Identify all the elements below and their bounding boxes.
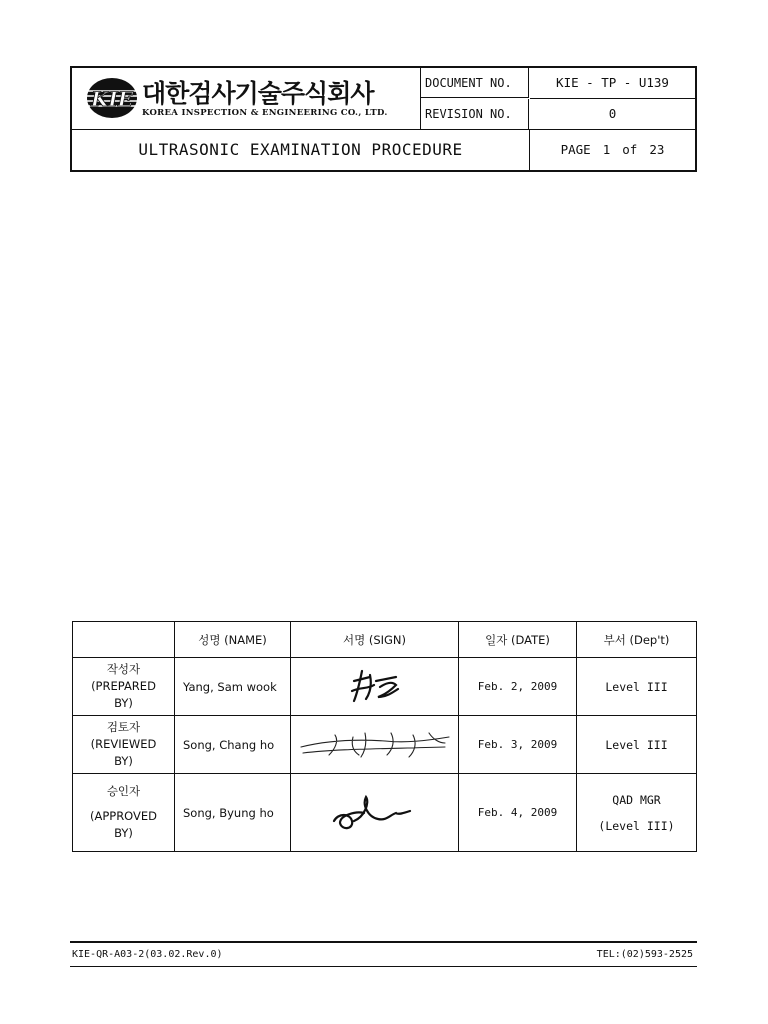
role-korean: 검토자 [106,720,141,734]
signature-cell [291,658,459,716]
date-cell: Feb. 2, 2009 [459,658,577,716]
page-label: PAGE [560,142,591,157]
column-header-name: 성명 (NAME) [175,622,291,658]
document-header [70,66,697,172]
approval-table [72,621,697,852]
page-of: of [622,142,638,157]
document-no-value: KIE - TP - U139 [530,68,695,99]
table-row-approved [73,774,697,852]
dept-cell: Level III [577,658,697,716]
signature-yang-image [340,667,410,707]
role-english: (REVIEWED BY) [90,737,157,768]
approval-header-row [73,622,697,658]
role-english: (APPROVED BY) [89,809,158,840]
name-cell: Song, Byung ho [175,774,291,852]
revision-no-label: REVISION NO. [421,99,529,129]
role-cell [73,716,175,774]
company-name-korean: 대한검사기술주식회사 [142,79,374,108]
signature-cell [291,716,459,774]
date-cell: Feb. 3, 2009 [459,716,577,774]
dept-cell: Level III [577,716,697,774]
name-cell: Song, Chang ho [175,716,291,774]
header-top-row [72,68,695,130]
role-cell [73,774,175,852]
dept-line-1: QAD MGR [612,792,661,807]
telephone: TEL:(02)593-2525 [596,949,693,960]
page-total: 23 [649,142,665,157]
name-cell: Yang, Sam wook [175,658,291,716]
header-title-row [72,130,695,170]
role-cell [73,658,175,716]
signature-song-byung-image [330,791,420,835]
column-header-sign: 서명 (SIGN) [291,622,459,658]
signature-cell [291,774,459,852]
svg-text:KIE: KIE [91,87,133,111]
table-row-prepared [73,658,697,716]
kie-logo-icon [86,77,138,119]
company-name-english: KOREA INSPECTION & ENGINEERING CO., LTD. [142,108,388,118]
empty-header-cell [73,622,175,658]
document-footer [70,941,697,967]
page-current: 1 [602,142,611,157]
document-no-label: DOCUMENT NO. [421,68,529,98]
signature-song-chang-image [295,727,455,763]
role-korean: 승인자 [106,784,141,798]
column-header-date: 일자 (DATE) [459,622,577,658]
document-title: ULTRASONIC EXAMINATION PROCEDURE [72,130,530,170]
role-english: (PREPARED BY) [91,679,156,710]
role-korean: 작성자 [106,662,141,676]
dept-cell [577,774,697,852]
page-indicator [530,130,695,170]
column-header-dept: 부서 (Dep't) [577,622,697,658]
company-logo-block [72,68,421,129]
dept-line-2: (Level III) [598,818,675,833]
form-number: KIE-QR-A03-2(03.02.Rev.0) [72,949,223,960]
table-row-reviewed [73,716,697,774]
revision-no-value: 0 [608,106,617,121]
date-cell: Feb. 4, 2009 [459,774,577,852]
